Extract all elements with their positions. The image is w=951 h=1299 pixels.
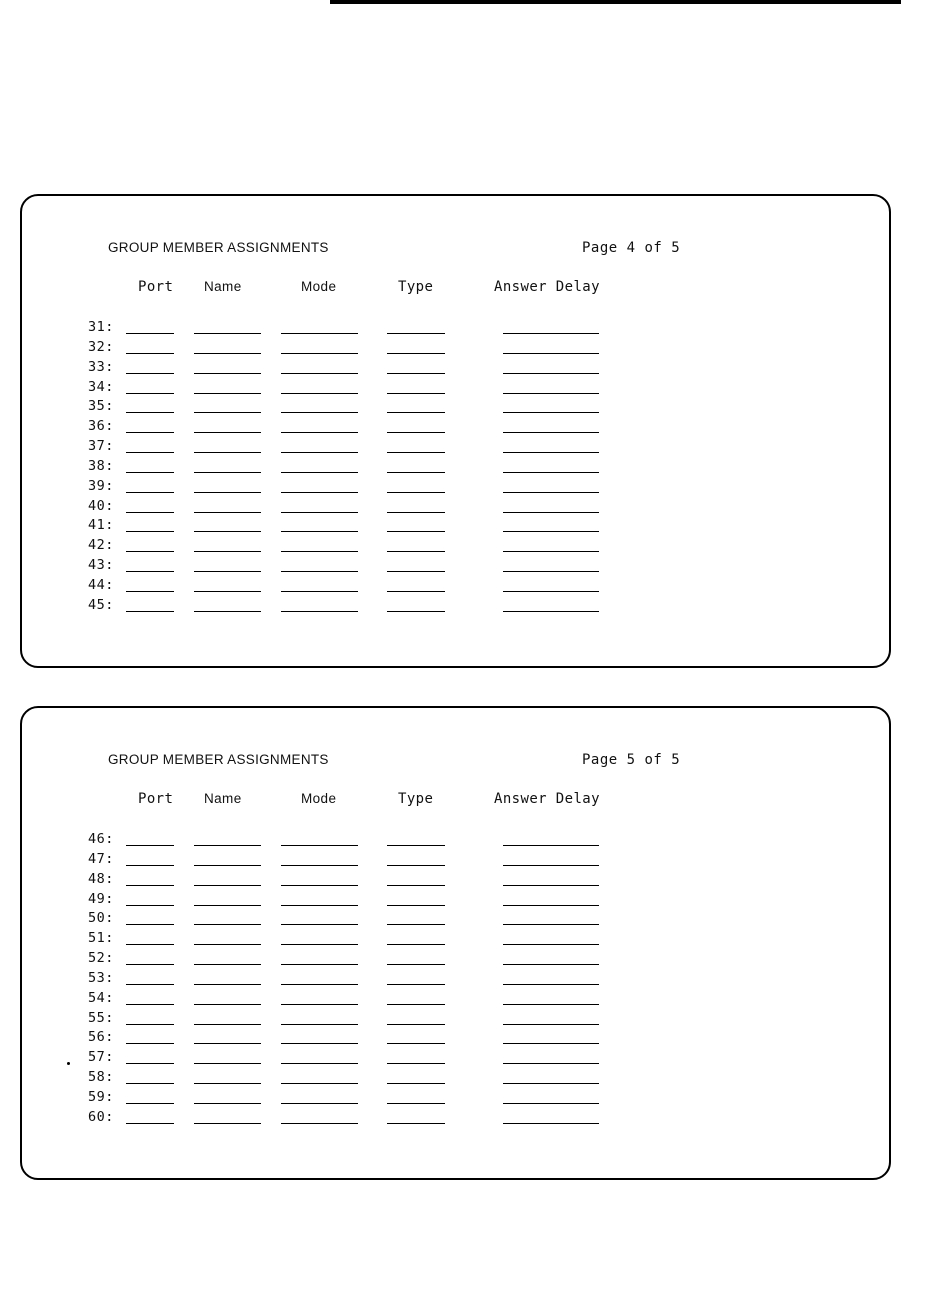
row-number: 42: (88, 537, 114, 554)
table-row (22, 1050, 889, 1070)
row-number: 59: (88, 1088, 114, 1105)
table-row (22, 1070, 889, 1090)
port-field[interactable] (126, 373, 174, 374)
table-row (22, 399, 889, 419)
answer-delay-field[interactable] (503, 373, 599, 374)
mode-field[interactable] (281, 492, 358, 493)
port-field[interactable] (126, 1063, 174, 1064)
mode-field[interactable] (281, 452, 358, 453)
table-row (22, 1030, 889, 1050)
row-number: 37: (88, 438, 114, 455)
mode-field[interactable] (281, 591, 358, 592)
answer-delay-field[interactable] (503, 885, 599, 886)
port-field[interactable] (126, 1123, 174, 1124)
mode-field[interactable] (281, 924, 358, 925)
table-row (22, 479, 889, 499)
port-field[interactable] (126, 452, 174, 453)
name-field[interactable] (194, 845, 261, 846)
port-field[interactable] (126, 865, 174, 866)
port-field[interactable] (126, 432, 174, 433)
mode-field[interactable] (281, 531, 358, 532)
type-field[interactable] (387, 1063, 445, 1064)
row-number: 34: (88, 378, 114, 395)
type-field[interactable] (387, 353, 445, 354)
type-field[interactable] (387, 885, 445, 886)
mode-field[interactable] (281, 353, 358, 354)
row-number: 40: (88, 497, 114, 514)
name-field[interactable] (194, 611, 261, 612)
table-row (22, 911, 889, 931)
type-field[interactable] (387, 1004, 445, 1005)
port-field[interactable] (126, 412, 174, 413)
page-indicator: Page 4 of 5 (582, 240, 681, 256)
row-number: 52: (88, 950, 114, 967)
row-number: 43: (88, 557, 114, 574)
row-number: 50: (88, 910, 114, 927)
name-field[interactable] (194, 1063, 261, 1064)
column-header-answer-delay: Answer Delay (494, 791, 600, 807)
row-number: 39: (88, 477, 114, 494)
port-field[interactable] (126, 1024, 174, 1025)
port-field[interactable] (126, 905, 174, 906)
row-number: 58: (88, 1069, 114, 1086)
table-row (22, 951, 889, 971)
row-number: 55: (88, 1009, 114, 1026)
column-header-type: Type (398, 791, 434, 807)
type-field[interactable] (387, 611, 445, 612)
table-row (22, 832, 889, 852)
row-number: 35: (88, 398, 114, 415)
port-field[interactable] (126, 531, 174, 532)
type-field[interactable] (387, 944, 445, 945)
type-field[interactable] (387, 1024, 445, 1025)
table-row (22, 991, 889, 1011)
table-row (22, 558, 889, 578)
answer-delay-field[interactable] (503, 452, 599, 453)
type-field[interactable] (387, 1043, 445, 1044)
type-field[interactable] (387, 845, 445, 846)
type-field[interactable] (387, 571, 445, 572)
answer-delay-field[interactable] (503, 1024, 599, 1025)
table-row (22, 518, 889, 538)
port-field[interactable] (126, 1083, 174, 1084)
group-member-assignments-screen (20, 706, 891, 1180)
name-field[interactable] (194, 1123, 261, 1124)
row-number: 49: (88, 890, 114, 907)
port-field[interactable] (126, 353, 174, 354)
mode-field[interactable] (281, 472, 358, 473)
port-field[interactable] (126, 845, 174, 846)
row-number: 48: (88, 870, 114, 887)
row-number: 47: (88, 850, 114, 867)
type-field[interactable] (387, 591, 445, 592)
table-row (22, 1090, 889, 1110)
table-row (22, 892, 889, 912)
name-field[interactable] (194, 412, 261, 413)
table-row (22, 340, 889, 360)
mode-field[interactable] (281, 333, 358, 334)
answer-delay-field[interactable] (503, 551, 599, 552)
row-number: 32: (88, 338, 114, 355)
type-field[interactable] (387, 1103, 445, 1104)
port-field[interactable] (126, 1004, 174, 1005)
mode-field[interactable] (281, 1123, 358, 1124)
answer-delay-field[interactable] (503, 964, 599, 965)
mode-field[interactable] (281, 964, 358, 965)
column-header-type: Type (398, 279, 434, 295)
row-number: 51: (88, 930, 114, 947)
port-field[interactable] (126, 571, 174, 572)
type-field[interactable] (387, 492, 445, 493)
row-number: 57: (88, 1049, 114, 1066)
type-field[interactable] (387, 512, 445, 513)
mode-field[interactable] (281, 432, 358, 433)
name-field[interactable] (194, 393, 261, 394)
name-field[interactable] (194, 924, 261, 925)
row-number: 56: (88, 1029, 114, 1046)
port-field[interactable] (126, 885, 174, 886)
port-field[interactable] (126, 393, 174, 394)
port-field[interactable] (126, 964, 174, 965)
answer-delay-field[interactable] (503, 944, 599, 945)
answer-delay-field[interactable] (503, 984, 599, 985)
port-field[interactable] (126, 472, 174, 473)
name-field[interactable] (194, 492, 261, 493)
table-row (22, 971, 889, 991)
column-header-mode: Mode (301, 279, 337, 294)
answer-delay-field[interactable] (503, 531, 599, 532)
mode-field[interactable] (281, 571, 358, 572)
table-row (22, 872, 889, 892)
table-row (22, 598, 889, 618)
table-row (22, 852, 889, 872)
answer-delay-field[interactable] (503, 905, 599, 906)
port-field[interactable] (126, 984, 174, 985)
answer-delay-field[interactable] (503, 393, 599, 394)
row-number: 45: (88, 596, 114, 613)
answer-delay-field[interactable] (503, 353, 599, 354)
mode-field[interactable] (281, 845, 358, 846)
mode-field[interactable] (281, 885, 358, 886)
port-field[interactable] (126, 1043, 174, 1044)
scan-speck (67, 1062, 70, 1065)
name-field[interactable] (194, 432, 261, 433)
answer-delay-field[interactable] (503, 611, 599, 612)
name-field[interactable] (194, 1024, 261, 1025)
row-number: 54: (88, 989, 114, 1006)
screen-title: GROUP MEMBER ASSIGNMENTS (108, 240, 329, 255)
name-field[interactable] (194, 1004, 261, 1005)
port-field[interactable] (126, 551, 174, 552)
answer-delay-field[interactable] (503, 591, 599, 592)
table-row (22, 380, 889, 400)
type-field[interactable] (387, 964, 445, 965)
type-field[interactable] (387, 924, 445, 925)
type-field[interactable] (387, 472, 445, 473)
mode-field[interactable] (281, 1004, 358, 1005)
mode-field[interactable] (281, 944, 358, 945)
type-field[interactable] (387, 905, 445, 906)
mode-field[interactable] (281, 551, 358, 552)
table-row (22, 931, 889, 951)
column-header-mode: Mode (301, 791, 337, 806)
column-header-name: Name (204, 279, 242, 294)
answer-delay-field[interactable] (503, 512, 599, 513)
mode-field[interactable] (281, 393, 358, 394)
mode-field[interactable] (281, 1063, 358, 1064)
name-field[interactable] (194, 984, 261, 985)
table-row (22, 499, 889, 519)
type-field[interactable] (387, 984, 445, 985)
row-number: 38: (88, 457, 114, 474)
table-row (22, 360, 889, 380)
name-field[interactable] (194, 1043, 261, 1044)
name-field[interactable] (194, 905, 261, 906)
group-member-assignments-screen (20, 194, 891, 668)
name-field[interactable] (194, 571, 261, 572)
table-row (22, 419, 889, 439)
answer-delay-field[interactable] (503, 472, 599, 473)
name-field[interactable] (194, 512, 261, 513)
mode-field[interactable] (281, 373, 358, 374)
answer-delay-field[interactable] (503, 1083, 599, 1084)
type-field[interactable] (387, 333, 445, 334)
table-row (22, 1110, 889, 1130)
table-row (22, 459, 889, 479)
type-field[interactable] (387, 531, 445, 532)
mode-field[interactable] (281, 1043, 358, 1044)
answer-delay-field[interactable] (503, 333, 599, 334)
answer-delay-field[interactable] (503, 432, 599, 433)
type-field[interactable] (387, 452, 445, 453)
type-field[interactable] (387, 865, 445, 866)
name-field[interactable] (194, 551, 261, 552)
mode-field[interactable] (281, 865, 358, 866)
type-field[interactable] (387, 373, 445, 374)
name-field[interactable] (194, 333, 261, 334)
port-field[interactable] (126, 492, 174, 493)
port-field[interactable] (126, 591, 174, 592)
table-row (22, 320, 889, 340)
name-field[interactable] (194, 452, 261, 453)
port-field[interactable] (126, 1103, 174, 1104)
port-field[interactable] (126, 512, 174, 513)
name-field[interactable] (194, 353, 261, 354)
name-field[interactable] (194, 865, 261, 866)
column-header-name: Name (204, 791, 242, 806)
answer-delay-field[interactable] (503, 1123, 599, 1124)
port-field[interactable] (126, 924, 174, 925)
name-field[interactable] (194, 472, 261, 473)
type-field[interactable] (387, 1123, 445, 1124)
table-row (22, 1011, 889, 1031)
answer-delay-field[interactable] (503, 1004, 599, 1005)
answer-delay-field[interactable] (503, 571, 599, 572)
row-number: 41: (88, 517, 114, 534)
row-number: 53: (88, 969, 114, 986)
answer-delay-field[interactable] (503, 924, 599, 925)
answer-delay-field[interactable] (503, 1043, 599, 1044)
name-field[interactable] (194, 964, 261, 965)
mode-field[interactable] (281, 412, 358, 413)
name-field[interactable] (194, 531, 261, 532)
row-number: 46: (88, 831, 114, 847)
table-row (22, 439, 889, 459)
name-field[interactable] (194, 1083, 261, 1084)
mode-field[interactable] (281, 984, 358, 985)
member-rows (22, 832, 889, 1130)
table-row (22, 538, 889, 558)
port-field[interactable] (126, 333, 174, 334)
row-number: 33: (88, 358, 114, 375)
answer-delay-field[interactable] (503, 845, 599, 846)
type-field[interactable] (387, 551, 445, 552)
member-rows (22, 320, 889, 618)
column-header-port: Port (138, 279, 174, 295)
name-field[interactable] (194, 944, 261, 945)
type-field[interactable] (387, 432, 445, 433)
answer-delay-field[interactable] (503, 1103, 599, 1104)
port-field[interactable] (126, 944, 174, 945)
top-rule (330, 0, 901, 4)
row-number: 36: (88, 418, 114, 435)
mode-field[interactable] (281, 1103, 358, 1104)
type-field[interactable] (387, 412, 445, 413)
column-header-answer-delay: Answer Delay (494, 279, 600, 295)
type-field[interactable] (387, 1083, 445, 1084)
answer-delay-field[interactable] (503, 865, 599, 866)
name-field[interactable] (194, 373, 261, 374)
mode-field[interactable] (281, 512, 358, 513)
mode-field[interactable] (281, 1024, 358, 1025)
answer-delay-field[interactable] (503, 492, 599, 493)
row-number: 31: (88, 319, 114, 335)
answer-delay-field[interactable] (503, 412, 599, 413)
screen-title: GROUP MEMBER ASSIGNMENTS (108, 752, 329, 767)
row-number: 44: (88, 576, 114, 593)
mode-field[interactable] (281, 905, 358, 906)
mode-field[interactable] (281, 1083, 358, 1084)
column-header-port: Port (138, 791, 174, 807)
name-field[interactable] (194, 591, 261, 592)
table-row (22, 578, 889, 598)
port-field[interactable] (126, 611, 174, 612)
row-number: 60: (88, 1108, 114, 1125)
name-field[interactable] (194, 885, 261, 886)
answer-delay-field[interactable] (503, 1063, 599, 1064)
name-field[interactable] (194, 1103, 261, 1104)
mode-field[interactable] (281, 611, 358, 612)
type-field[interactable] (387, 393, 445, 394)
page-indicator: Page 5 of 5 (582, 752, 681, 768)
